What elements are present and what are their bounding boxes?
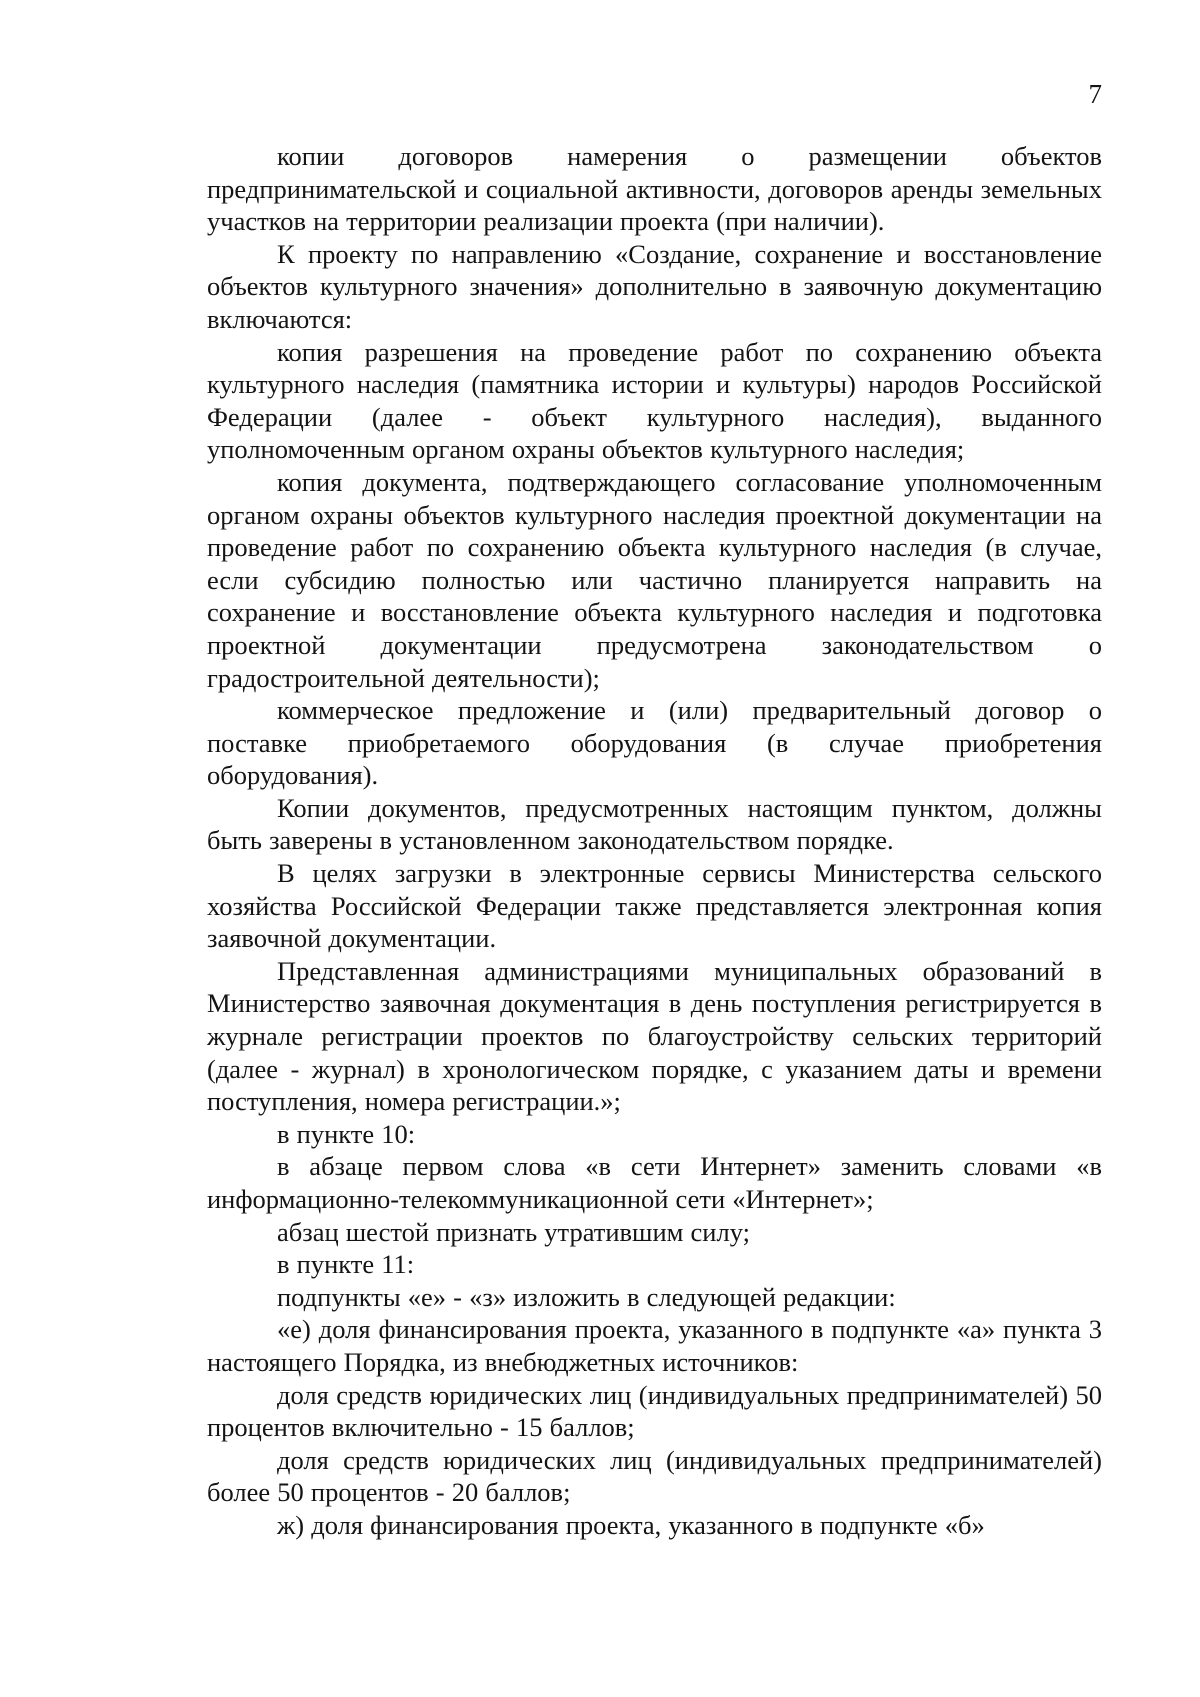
paragraph-internet-wording: в абзаце первом слова «в сети Интернет» заменить словами «в информационно-телекоммуникационной сети «Интернет»; bbox=[207, 1151, 1102, 1214]
paragraph-cultural-objects-intro: К проекту по направлению «Создание, сохранение и восстановление объектов культурного значения» дополнительно в заявочную документацию включаются: bbox=[207, 238, 1102, 334]
paragraph-registration-journal: Представленная администрациями муниципальных образований в Министерство заявочная документация в день поступления регистрируется в журнале регистрации проектов по благоустройству сельских территорий (далее - журнал) в хронологическом порядке, с указанием даты и времени поступления, номера регистрации.»; bbox=[207, 955, 1102, 1117]
paragraph-electronic-copy: В целях загрузки в электронные сервисы Министерства сельского хозяйства Российской Федерации также представляется электронная копия заявочной документации. bbox=[207, 858, 1102, 954]
paragraph-commercial-offer: коммерческое предложение и (или) предварительный договор о поставке приобретаемого оборудования (в случае приобретения оборудования). bbox=[207, 695, 1102, 791]
paragraph-permit-copy: копия разрешения на проведение работ по сохранению объекта культурного наследия (памятника истории и культуры) народов Российской Федерации (далее - объект культурного наследия), выданного уполномоченным органом охраны объектов культурного наследия; bbox=[207, 336, 1102, 465]
page-number: 7 bbox=[1088, 79, 1102, 109]
document-body bbox=[207, 140, 1102, 1542]
paragraph-certified-copies: Копии документов, предусмотренных настоящим пунктом, должны быть заверены в установленном законодательством порядке. bbox=[207, 792, 1102, 856]
paragraph-point-11: в пункте 11: bbox=[277, 1249, 415, 1280]
paragraph-subpoint-e: «е) доля финансирования проекта, указанного в подпункте «а» пункта 3 настоящего Порядка, из внебюджетных источников: bbox=[207, 1314, 1102, 1377]
paragraph-attachments-contracts: копии договоров намерения о размещении объектов предпринимательской и социальной активности, договоров аренды земельных участков на территории реализации проекта (при наличии). bbox=[207, 141, 1102, 237]
paragraph-share-15-points: доля средств юридических лиц (индивидуальных предпринимателей) 50 процентов включительно - 15 баллов; bbox=[207, 1379, 1102, 1443]
paragraph-approval-document-copy: копия документа, подтверждающего согласование уполномоченным органом охраны объектов культурного наследия проектной документации на проведение работ по сохранению объекта культурного наследия (в случае, если субсидию полностью или частично планируется направить на сохранение и восстановление объекта культурного наследия и подготовка проектной документации предусмотрена законодательством о градостроительной деятельности); bbox=[207, 466, 1102, 693]
paragraph-sixth-abolished: абзац шестой признать утратившим силу; bbox=[277, 1216, 750, 1247]
paragraph-point-10: в пункте 10: bbox=[277, 1118, 416, 1149]
paragraph-share-20-points: доля средств юридических лиц (индивидуальных предпринимателей) более 50 процентов - 20 баллов; bbox=[207, 1444, 1102, 1508]
paragraph-subpoint-zh: ж) доля финансирования проекта, указанного в подпункте «б» bbox=[277, 1509, 985, 1540]
paragraph-subpoints-edit: подпункты «е» - «з» изложить в следующей редакции: bbox=[277, 1281, 896, 1312]
